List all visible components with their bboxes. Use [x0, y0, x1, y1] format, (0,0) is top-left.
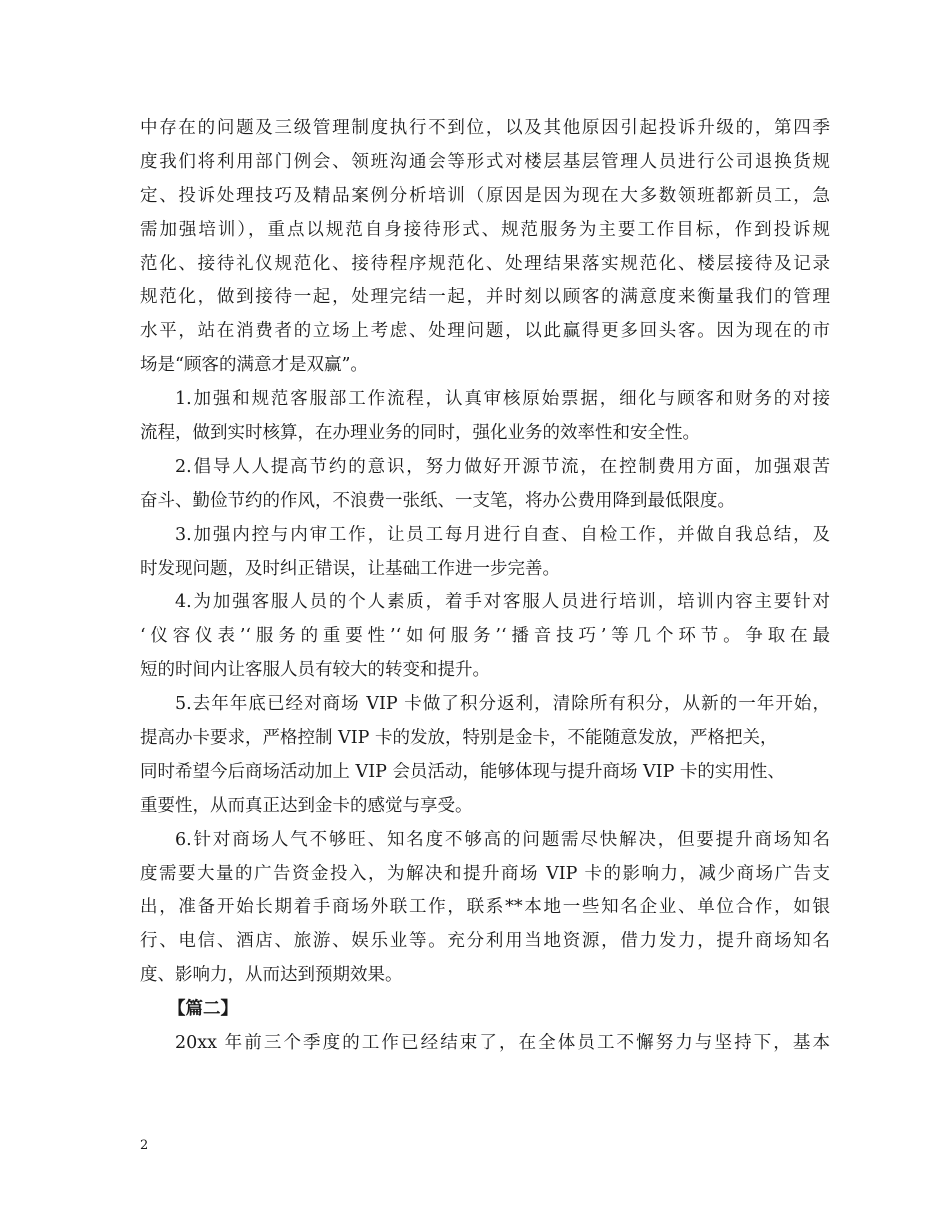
text-line: 1.加强和规范客服部工作流程，认真审核原始票据，细化与顾客和财务的对接 — [175, 389, 830, 410]
page-number: 2 — [140, 1138, 149, 1153]
text-line: 场是“顾客的满意才是双赢”。 — [140, 355, 368, 376]
text-line: 20xx 年前三个季度的工作已经结束了，在全体员工不懈努力与坚持下，基本 — [175, 1033, 830, 1054]
text-line: 4.为加强客服人员的个人素质，着手对客服人员进行培训，培训内容主要针对 — [175, 592, 830, 613]
text-line: 短的时间内让客服人员有较大的转变和提升。 — [140, 660, 490, 681]
text-line: 范化、接待礼仪规范化、接待程序规范化、处理结果落实规范化、楼层接待及记录 — [140, 253, 830, 274]
text-line: 奋斗、勤俭节约的作风，不浪费一张纸、一支笔，将办公费用降到最低限度。 — [140, 490, 735, 511]
text-line: 度我们将利用部门例会、领班沟通会等形式对楼层基层管理人员进行公司退换货规 — [140, 151, 830, 172]
text-line: 度、影响力，从而达到预期效果。 — [140, 965, 403, 986]
text-line: 2.倡导人人提高节约的意识，努力做好开源节流，在控制费用方面，加强艰苦 — [175, 456, 830, 477]
text-line: 提高办卡要求，严格控制 VIP 卡的发放，特别是金卡，不能随意发放，严格把关， — [140, 728, 778, 749]
text-line: 出，准备开始长期着手商场外联工作，联系**本地一些知名企业、单位合作，如银 — [140, 897, 830, 918]
text-line: 时发现问题，及时纠正错误，让基础工作进一步完善。 — [140, 558, 560, 579]
document-body — [140, 112, 830, 1061]
text-line: 同时希望今后商场活动加上 VIP 会员活动，能够体现与提升商场 VIP 卡的实用性、 — [140, 761, 785, 782]
text-line: 度需要大量的广告资金投入，为解决和提升商场 VIP 卡的影响力，减少商场广告支 — [140, 863, 830, 884]
text-line: 行、电信、酒店、旅游、娱乐业等。充分利用当地资源，借力发力，提升商场知名 — [140, 931, 830, 952]
text-line: 3.加强内控与内审工作，让员工每月进行自查、自检工作，并做自我总结，及 — [175, 524, 830, 545]
text-line: 规范化，做到接待一起，处理完结一起，并时刻以顾客的满意度来衡量我们的管理 — [140, 287, 830, 308]
text-line: 定、投诉处理技巧及精品案例分析培训（原因是因为现在大多数领班都新员工，急 — [140, 185, 830, 206]
text-line: 中存在的问题及三级管理制度执行不到位，以及其他原因引起投诉升级的，第四季 — [140, 118, 830, 138]
text-line: 重要性，从而真正达到金卡的感觉与享受。 — [140, 795, 473, 816]
text-line: 水平，站在消费者的立场上考虑、处理问题，以此赢得更多回头客。因为现在的市 — [140, 321, 830, 342]
text-line: 5.去年年底已经对商场 VIP 卡做了积分返利，清除所有积分，从新的一年开始， — [175, 694, 830, 715]
text-line: ‘仪容仪表’‘服务的重要性’‘如何服务’‘播音技巧’等几个环节。争取在最 — [140, 626, 830, 647]
section-heading: 【篇二】 — [168, 999, 238, 1020]
text-line: 流程，做到实时核算，在办理业务的同时，强化业务的效率性和安全性。 — [140, 423, 700, 444]
text-line: 需加强培训），重点以规范自身接待形式、规范服务为主要工作目标，作到投诉规 — [140, 219, 830, 240]
text-line: 6.针对商场人气不够旺、知名度不够高的问题需尽快解决，但要提升商场知名 — [175, 829, 830, 850]
